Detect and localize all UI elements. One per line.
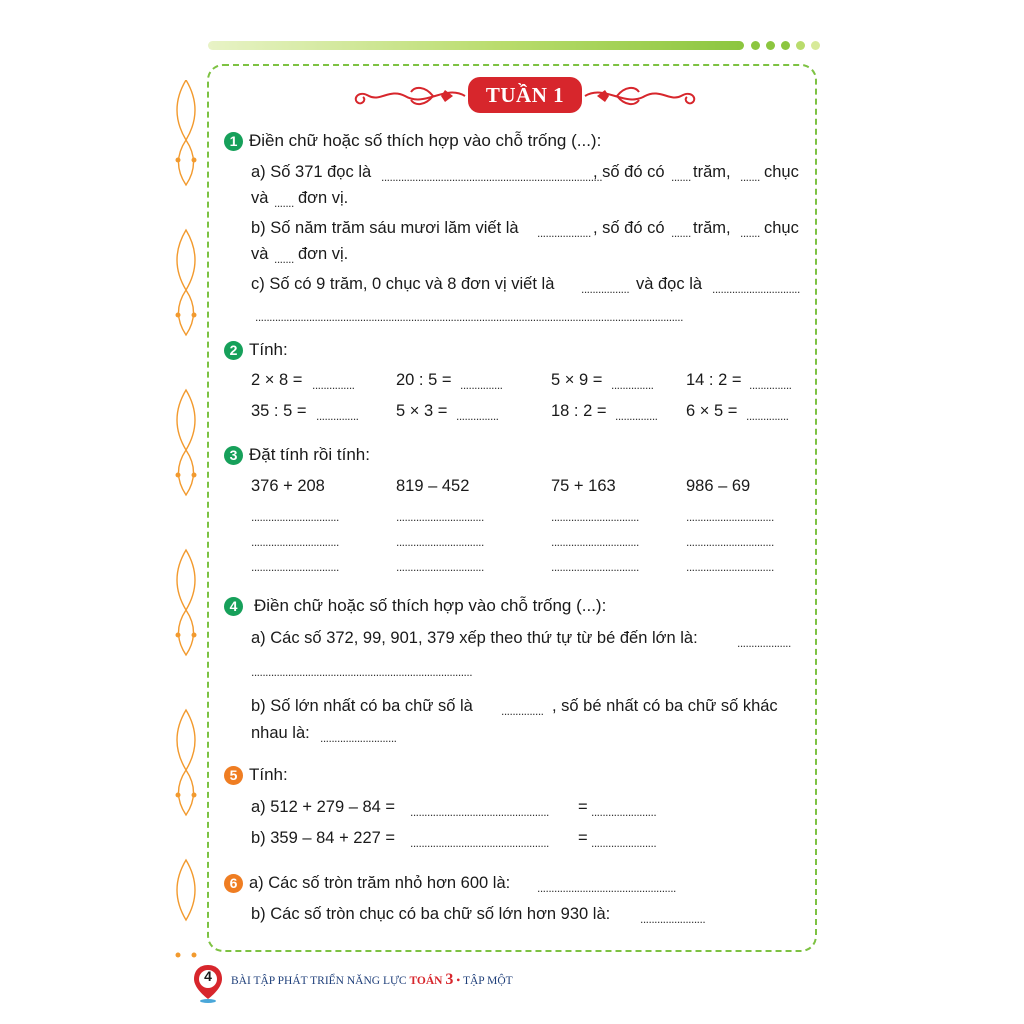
blank-line: ...............	[501, 704, 544, 718]
blank-line: ...............................	[551, 535, 639, 549]
ex1-a-text: , số đó có	[593, 163, 665, 181]
page-number: 4	[204, 968, 212, 984]
right-flourish	[583, 80, 705, 112]
blank-line: ...............	[615, 409, 658, 423]
calc-item: 2 × 8 =	[251, 371, 303, 389]
left-ornament-border	[170, 80, 202, 960]
exercise-4-title: Điền chữ hoặc số thích hợp vào chỗ trống (...):	[254, 596, 607, 615]
ex1-b-text: , số đó có	[593, 219, 665, 237]
blank-line: ...............	[312, 378, 355, 392]
blank-line: .......	[740, 226, 760, 240]
blank-line: ...............................	[396, 510, 484, 524]
blank-line: ...............	[746, 409, 789, 423]
exercise-number-badge: 2	[224, 341, 243, 360]
blank-line: .................................................	[537, 881, 676, 895]
exercise-number-badge: 4	[224, 597, 243, 616]
ex1-b-text: và	[251, 245, 269, 263]
calc-item: 14 : 2 =	[686, 371, 742, 389]
blank-line: .......	[671, 226, 691, 240]
top-dot	[796, 41, 805, 50]
week-title-banner: TUẦN 1	[468, 77, 582, 113]
book-title	[231, 973, 513, 988]
ex1-a-text: chục	[764, 163, 799, 181]
exercise-1-title: Điền chữ hoặc số thích hợp vào chỗ trống (...):	[249, 131, 602, 150]
blank-line: ...................	[737, 636, 791, 650]
book-title-prefix: BÀI TẬP PHÁT TRIỂN NĂNG LỰC	[231, 975, 407, 987]
calc-item: 5 × 9 =	[551, 371, 603, 389]
blank-line: .................................................	[410, 836, 549, 850]
blank-line: ...............................	[686, 535, 774, 549]
ex1-b-text: trăm,	[693, 219, 731, 237]
ex6-b-text: b) Các số tròn chục có ba chữ số lớn hơn 930 là:	[251, 905, 611, 923]
calc-item: 18 : 2 =	[551, 402, 607, 420]
calc-item: 20 : 5 =	[396, 371, 452, 389]
blank-line: ...............................	[551, 510, 639, 524]
vertical-calc-problem: 986 – 69	[686, 477, 751, 495]
exercise-3-title: Đặt tính rồi tính:	[249, 445, 370, 464]
blank-line: .................	[581, 282, 630, 296]
blank-line: ...............................	[251, 510, 339, 524]
blank-line: ..............................................................................	[381, 170, 603, 184]
vertical-calc-problem: 819 – 452	[396, 477, 470, 495]
vertical-calc-problem: 376 + 208	[251, 477, 325, 495]
blank-line: ...............	[456, 409, 499, 423]
ex1-b-text: đơn vị.	[298, 245, 349, 263]
exercise-number-badge: 6	[224, 874, 243, 893]
book-subject: TOÁN	[409, 975, 443, 987]
ex4-b-text: b) Số lớn nhất có ba chữ số là	[251, 697, 473, 715]
ex4-a-text: a) Các số 372, 99, 901, 379 xếp theo thứ tự từ bé đến lớn là:	[251, 629, 698, 647]
left-flourish	[345, 80, 467, 112]
equals-sign: =	[578, 798, 588, 816]
blank-line: .......	[274, 252, 294, 266]
blank-line: ...............................	[712, 282, 800, 296]
blank-line: ...............................	[396, 535, 484, 549]
blank-line: .......	[671, 170, 691, 184]
exercise-number-badge: 1	[224, 132, 243, 151]
ex1-a-text: a) Số 371 đọc là	[251, 163, 372, 181]
ex5-a-text: a) 512 + 279 – 84 =	[251, 798, 396, 816]
ex1-a-text: và	[251, 189, 269, 207]
ex5-b-text: b) 359 – 84 + 227 =	[251, 829, 396, 847]
exercise-5-title: Tính:	[249, 765, 288, 784]
top-dot	[751, 41, 760, 50]
blank-line: .................................................	[410, 805, 549, 819]
ex6-a-text: a) Các số tròn trăm nhỏ hơn 600 là:	[249, 874, 511, 892]
top-dot	[781, 41, 790, 50]
blank-line: ...............................	[551, 560, 639, 574]
top-progress-bar	[208, 41, 744, 50]
ex4-b-text: , số bé nhất có ba chữ số khác	[552, 697, 778, 715]
blank-line: ...............	[460, 378, 503, 392]
ex1-b-text: b) Số năm trăm sáu mươi lăm viết là	[251, 219, 519, 237]
ex4-b-text: nhau là:	[251, 724, 310, 742]
book-grade: 3	[445, 971, 454, 988]
blank-line: ...........................	[320, 731, 397, 745]
blank-line: ..............................................................................	[251, 665, 473, 679]
blank-line: .......	[740, 170, 760, 184]
blank-line: ...............................	[251, 535, 339, 549]
top-dot	[811, 41, 820, 50]
exercise-number-badge: 5	[224, 766, 243, 785]
blank-line: ...............................	[396, 560, 484, 574]
calc-item: 35 : 5 =	[251, 402, 307, 420]
blank-line: ...............................	[686, 560, 774, 574]
blank-line: .......................	[591, 836, 657, 850]
blank-line: ...............................	[251, 560, 339, 574]
ex1-c-text: và đọc là	[636, 275, 703, 293]
exercise-2-title: Tính:	[249, 340, 288, 359]
blank-line: .......................	[640, 912, 706, 926]
blank-line: ...............................	[686, 510, 774, 524]
blank-line: .......................................................................................................................................................	[255, 310, 683, 324]
ex1-a-text: đơn vị.	[298, 189, 349, 207]
exercise-number-badge: 3	[224, 446, 243, 465]
blank-line: .......	[274, 196, 294, 210]
calc-item: 5 × 3 =	[396, 402, 448, 420]
blank-line: ...............	[316, 409, 359, 423]
equals-sign: =	[578, 829, 588, 847]
blank-line: ...............	[611, 378, 654, 392]
ex1-b-text: chục	[764, 219, 799, 237]
calc-item: 6 × 5 =	[686, 402, 738, 420]
title-bullet: •	[456, 975, 461, 987]
ex1-c-text: c) Số có 9 trăm, 0 chục và 8 đơn vị viết là	[251, 275, 555, 293]
ex1-a-text: trăm,	[693, 163, 731, 181]
blank-line: .......................	[591, 805, 657, 819]
blank-line: ...................	[537, 226, 591, 240]
top-dot	[766, 41, 775, 50]
blank-line: ...............	[749, 378, 792, 392]
vertical-calc-problem: 75 + 163	[551, 477, 616, 495]
book-volume: TẬP MỘT	[462, 975, 513, 987]
